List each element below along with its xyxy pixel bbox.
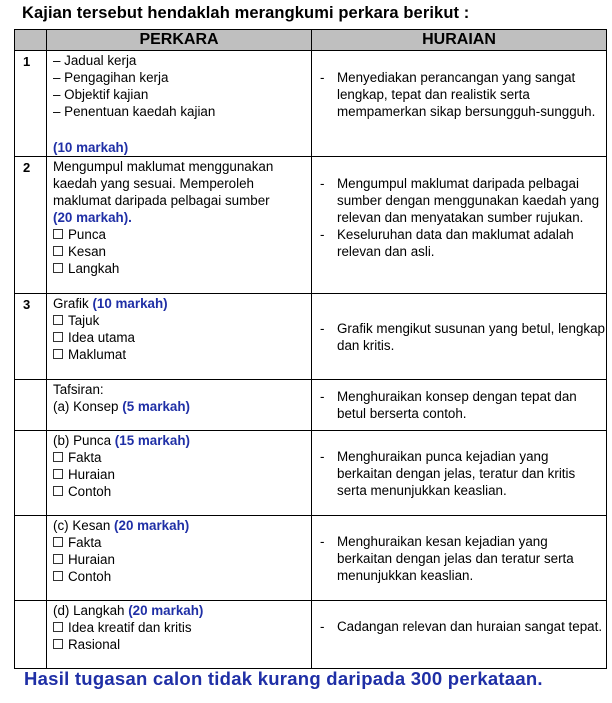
intro-line: Tafsiran: (53, 382, 104, 397)
checkbox-icon (53, 639, 63, 649)
perkara-cell (47, 516, 312, 601)
item-label: (d) Langkah (20 markah) (53, 603, 204, 618)
checkbox-icon (53, 229, 63, 239)
footer-note: Hasil tugasan calon tidak kurang daripada 300 perkataan. (24, 668, 543, 689)
perkara-cell (47, 380, 312, 431)
list-item: Idea kreatif dan kritis (53, 619, 311, 636)
header-num (15, 30, 47, 51)
list-item: Contoh (53, 568, 311, 585)
list-item: – Penentuan kaedah kajian (53, 104, 216, 119)
list-item: Langkah (53, 260, 311, 277)
perkara-cell (47, 601, 312, 669)
list-item: Huraian (53, 551, 311, 568)
checkbox-icon (53, 315, 63, 325)
checkbox-icon (53, 263, 63, 273)
checkbox-icon (53, 246, 63, 256)
table-header-row (15, 30, 607, 51)
page-title: Kajian tersebut hendaklah merangkumi perkara berikut : (22, 4, 470, 22)
list-item: Fakta (53, 449, 311, 466)
list-item: Punca (53, 226, 311, 243)
list-item: Rasional (53, 636, 311, 653)
table-row (15, 157, 607, 294)
header-perkara: PERKARA (47, 30, 312, 51)
checkbox-icon (53, 469, 63, 479)
perkara-cell (47, 51, 312, 157)
row-number (15, 431, 47, 516)
huraian-item: - Cadangan relevan dan huraian sangat tepat. (320, 619, 603, 634)
item-label: (c) Kesan (20 markah) (53, 518, 190, 533)
perkara-cell (47, 157, 312, 294)
huraian-cell (312, 601, 607, 669)
row-number (15, 601, 47, 669)
list-item: – Jadual kerja (53, 53, 137, 68)
checkbox-icon (53, 537, 63, 547)
table-row (15, 431, 607, 516)
checkbox-icon (53, 332, 63, 342)
intro-line: kaedah yang sesuai. Memperoleh (53, 176, 254, 191)
huraian-item: - Menghuraikan kesan kejadian yang berkaitan dengan jelas dan teratur serta menunjukkan keaslian. (320, 534, 574, 583)
huraian-item: - Mengumpul maklumat daripada pelbagai sumber dengan menggunakan kaedah yang relevan dan menyatakan sumber rujukan. (320, 176, 600, 225)
huraian-cell (312, 294, 607, 380)
item-label: (a) Konsep (5 markah) (53, 399, 190, 414)
huraian-cell (312, 431, 607, 516)
header-huraian: HURAIAN (312, 30, 607, 51)
huraian-item: - Keseluruhan data dan maklumat adalah relevan dan asli. (320, 227, 574, 259)
huraian-item: - Grafik mengikut susunan yang betul, lengkap dan kritis. (320, 321, 605, 353)
checkbox-icon (53, 349, 63, 359)
markah-label: (20 markah). (53, 210, 132, 225)
table-row (15, 380, 607, 431)
list-item: Kesan (53, 243, 311, 260)
item-label: (b) Punca (15 markah) (53, 433, 190, 448)
huraian-cell (312, 380, 607, 431)
list-item: Idea utama (53, 329, 311, 346)
huraian-item: - Menghuraikan punca kejadian yang berkaitan dengan jelas, teratur dan kritis serta menunjukkan keaslian. (320, 449, 576, 498)
intro-line: Mengumpul maklumat menggunakan (53, 159, 274, 174)
row-number: 2 (15, 157, 47, 294)
table-row (15, 516, 607, 601)
huraian-item: - Menghuraikan konsep dengan tepat dan betul berserta contoh. (320, 389, 577, 421)
perkara-cell (47, 294, 312, 380)
table-row (15, 51, 607, 157)
row-number (15, 380, 47, 431)
row-number (15, 516, 47, 601)
huraian-cell (312, 51, 607, 157)
list-item: Maklumat (53, 346, 311, 363)
list-item: Huraian (53, 466, 311, 483)
checkbox-icon (53, 486, 63, 496)
huraian-item: - Menyediakan perancangan yang sangat lengkap, tepat dan realistik serta mempamerkan sikap bersungguh-sungguh. (320, 70, 596, 119)
list-item: – Pengagihan kerja (53, 70, 169, 85)
list-item: Fakta (53, 534, 311, 551)
checkbox-icon (53, 452, 63, 462)
checkbox-icon (53, 622, 63, 632)
markah-label: (10 markah) (53, 140, 129, 155)
item-label: Grafik (10 markah) (53, 296, 168, 311)
table-row (15, 294, 607, 380)
intro-line: maklumat daripada pelbagai sumber (53, 193, 270, 208)
perkara-cell (47, 431, 312, 516)
row-number: 3 (15, 294, 47, 380)
huraian-cell (312, 157, 607, 294)
table-row (15, 601, 607, 669)
huraian-cell (312, 516, 607, 601)
checkbox-icon (53, 571, 63, 581)
list-item: Contoh (53, 483, 311, 500)
row-number: 1 (15, 51, 47, 157)
rubric-table (14, 29, 607, 669)
list-item: Tajuk (53, 312, 311, 329)
list-item: – Objektif kajian (53, 87, 149, 102)
checkbox-icon (53, 554, 63, 564)
